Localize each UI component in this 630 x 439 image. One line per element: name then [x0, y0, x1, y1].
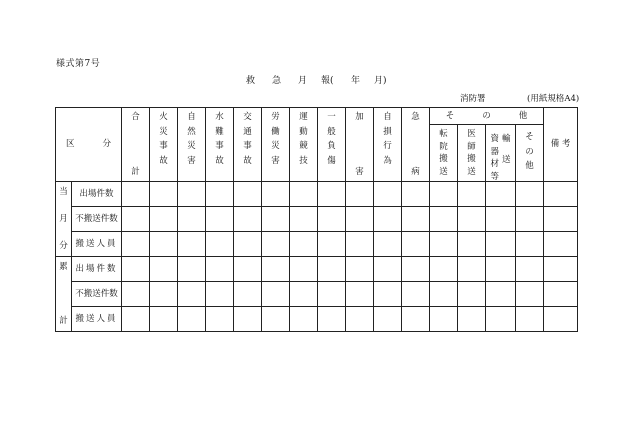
- col-traffic-accident: 交 通 事 故: [234, 108, 262, 182]
- data-cell[interactable]: [374, 257, 402, 282]
- data-cell[interactable]: [402, 232, 430, 257]
- title-char: 月: [298, 76, 308, 86]
- data-cell[interactable]: [346, 307, 374, 332]
- data-cell[interactable]: [290, 182, 318, 207]
- data-cell[interactable]: [458, 257, 486, 282]
- remarks-cell[interactable]: [544, 307, 578, 332]
- data-cell[interactable]: [430, 307, 458, 332]
- title-char: 急: [272, 76, 282, 86]
- title-char: 年: [351, 76, 361, 86]
- data-cell[interactable]: [262, 207, 290, 232]
- data-cell[interactable]: [516, 207, 544, 232]
- data-cell[interactable]: [346, 232, 374, 257]
- col-equipment-transport: 資 器 材 等 輸 送: [486, 125, 516, 182]
- data-cell[interactable]: [346, 207, 374, 232]
- data-cell[interactable]: [122, 307, 150, 332]
- data-cell[interactable]: [178, 182, 206, 207]
- data-cell[interactable]: [234, 307, 262, 332]
- data-cell[interactable]: [318, 307, 346, 332]
- data-cell[interactable]: [346, 282, 374, 307]
- data-cell[interactable]: [318, 282, 346, 307]
- col-general-injury: 一 般 負 傷: [318, 108, 346, 182]
- data-cell[interactable]: [178, 257, 206, 282]
- data-cell[interactable]: [486, 232, 516, 257]
- data-cell[interactable]: [262, 182, 290, 207]
- title-char: 救: [246, 76, 256, 86]
- ambulance-report-table: [55, 107, 578, 332]
- data-cell[interactable]: [150, 232, 178, 257]
- data-cell[interactable]: [206, 307, 234, 332]
- data-cell[interactable]: [458, 282, 486, 307]
- data-cell[interactable]: [374, 182, 402, 207]
- data-cell[interactable]: [206, 207, 234, 232]
- category-header-char: 分: [102, 139, 112, 150]
- data-cell[interactable]: [374, 232, 402, 257]
- row-label-dispatch-count: 出場件数: [72, 182, 122, 207]
- data-cell[interactable]: [318, 182, 346, 207]
- data-cell[interactable]: [234, 182, 262, 207]
- data-cell[interactable]: [150, 282, 178, 307]
- data-cell[interactable]: [402, 257, 430, 282]
- data-cell[interactable]: [178, 232, 206, 257]
- data-cell[interactable]: [122, 282, 150, 307]
- data-cell[interactable]: [516, 307, 544, 332]
- remarks-cell[interactable]: [544, 207, 578, 232]
- data-cell[interactable]: [430, 257, 458, 282]
- data-cell[interactable]: [346, 182, 374, 207]
- fire-station-label: 消防署: [460, 94, 486, 104]
- col-assault: 加 害: [346, 108, 374, 182]
- data-cell[interactable]: [486, 257, 516, 282]
- row-label-non-transport-count: 不搬送件数: [72, 207, 122, 232]
- data-cell[interactable]: [122, 182, 150, 207]
- col-sports-competition: 運 動 競 技: [290, 108, 318, 182]
- col-other: そ の 他: [516, 125, 544, 182]
- col-workplace-accident: 労 働 災 害: [262, 108, 290, 182]
- col-sudden-illness: 急 病: [402, 108, 430, 182]
- data-cell[interactable]: [122, 257, 150, 282]
- category-header-char: 区: [65, 139, 75, 150]
- data-cell[interactable]: [234, 232, 262, 257]
- title-char: 報(: [321, 76, 334, 86]
- remarks-cell[interactable]: [544, 257, 578, 282]
- data-cell[interactable]: [150, 257, 178, 282]
- data-cell[interactable]: [458, 182, 486, 207]
- data-cell[interactable]: [122, 232, 150, 257]
- data-cell[interactable]: [234, 282, 262, 307]
- data-cell[interactable]: [262, 307, 290, 332]
- data-cell[interactable]: [318, 257, 346, 282]
- data-cell[interactable]: [516, 232, 544, 257]
- data-cell[interactable]: [430, 207, 458, 232]
- remarks-header: 備 考: [544, 108, 578, 182]
- data-cell[interactable]: [458, 232, 486, 257]
- data-cell[interactable]: [430, 232, 458, 257]
- data-cell[interactable]: [430, 282, 458, 307]
- data-cell[interactable]: [262, 257, 290, 282]
- data-cell[interactable]: [458, 207, 486, 232]
- data-cell[interactable]: [402, 182, 430, 207]
- data-cell[interactable]: [290, 232, 318, 257]
- data-cell[interactable]: [374, 282, 402, 307]
- data-cell[interactable]: [516, 182, 544, 207]
- data-cell[interactable]: [178, 307, 206, 332]
- col-fire-accident: 火 災 事 故: [150, 108, 178, 182]
- data-cell[interactable]: [206, 182, 234, 207]
- data-cell[interactable]: [150, 182, 178, 207]
- data-cell[interactable]: [178, 207, 206, 232]
- data-cell[interactable]: [458, 307, 486, 332]
- data-cell[interactable]: [402, 282, 430, 307]
- data-cell[interactable]: [178, 282, 206, 307]
- data-cell[interactable]: [206, 257, 234, 282]
- col-natural-disaster: 自 然 災 害: [178, 108, 206, 182]
- col-self-harm: 自 損 行 為: [374, 108, 402, 182]
- data-cell[interactable]: [516, 257, 544, 282]
- remarks-cell[interactable]: [544, 182, 578, 207]
- paper-size-note: (用紙規格A4): [527, 94, 580, 104]
- data-cell[interactable]: [206, 232, 234, 257]
- col-doctor-transport: 医 師 搬 送: [458, 125, 486, 182]
- report-title: [236, 73, 406, 85]
- col-total: 合 計: [122, 108, 150, 182]
- data-cell[interactable]: [290, 307, 318, 332]
- row-label-non-transport-count: 不搬送件数: [72, 282, 122, 307]
- data-cell[interactable]: [402, 307, 430, 332]
- other-group-header: そ の 他: [430, 108, 544, 125]
- data-cell[interactable]: [122, 207, 150, 232]
- data-cell[interactable]: [150, 307, 178, 332]
- row-label-dispatch-count: 出場件数: [72, 257, 122, 282]
- data-cell[interactable]: [486, 182, 516, 207]
- data-cell[interactable]: [402, 207, 430, 232]
- group-cumulative: 累 計: [56, 257, 72, 332]
- data-cell[interactable]: [374, 207, 402, 232]
- row-label-transported-persons: 搬送人員: [72, 307, 122, 332]
- form-number: 様式第7号: [56, 59, 101, 69]
- category-header-cell: [56, 108, 122, 182]
- data-cell[interactable]: [318, 207, 346, 232]
- data-cell[interactable]: [318, 232, 346, 257]
- data-cell[interactable]: [290, 282, 318, 307]
- data-cell[interactable]: [430, 182, 458, 207]
- data-cell[interactable]: [262, 282, 290, 307]
- data-cell[interactable]: [290, 207, 318, 232]
- row-label-transported-persons: 搬送人員: [72, 232, 122, 257]
- group-current-month: 当 月 分: [56, 182, 72, 257]
- data-cell[interactable]: [150, 207, 178, 232]
- title-char: 月): [374, 76, 387, 86]
- data-cell[interactable]: [486, 207, 516, 232]
- col-water-accident: 水 難 事 故: [206, 108, 234, 182]
- data-cell[interactable]: [516, 282, 544, 307]
- remarks-cell[interactable]: [544, 232, 578, 257]
- data-cell[interactable]: [262, 232, 290, 257]
- remarks-cell[interactable]: [544, 282, 578, 307]
- data-cell[interactable]: [346, 257, 374, 282]
- data-cell[interactable]: [486, 307, 516, 332]
- col-hospital-transfer: 転 院 搬 送: [430, 125, 458, 182]
- data-cell[interactable]: [234, 207, 262, 232]
- data-cell[interactable]: [290, 257, 318, 282]
- data-cell[interactable]: [234, 257, 262, 282]
- data-cell[interactable]: [486, 282, 516, 307]
- data-cell[interactable]: [374, 307, 402, 332]
- data-cell[interactable]: [206, 282, 234, 307]
